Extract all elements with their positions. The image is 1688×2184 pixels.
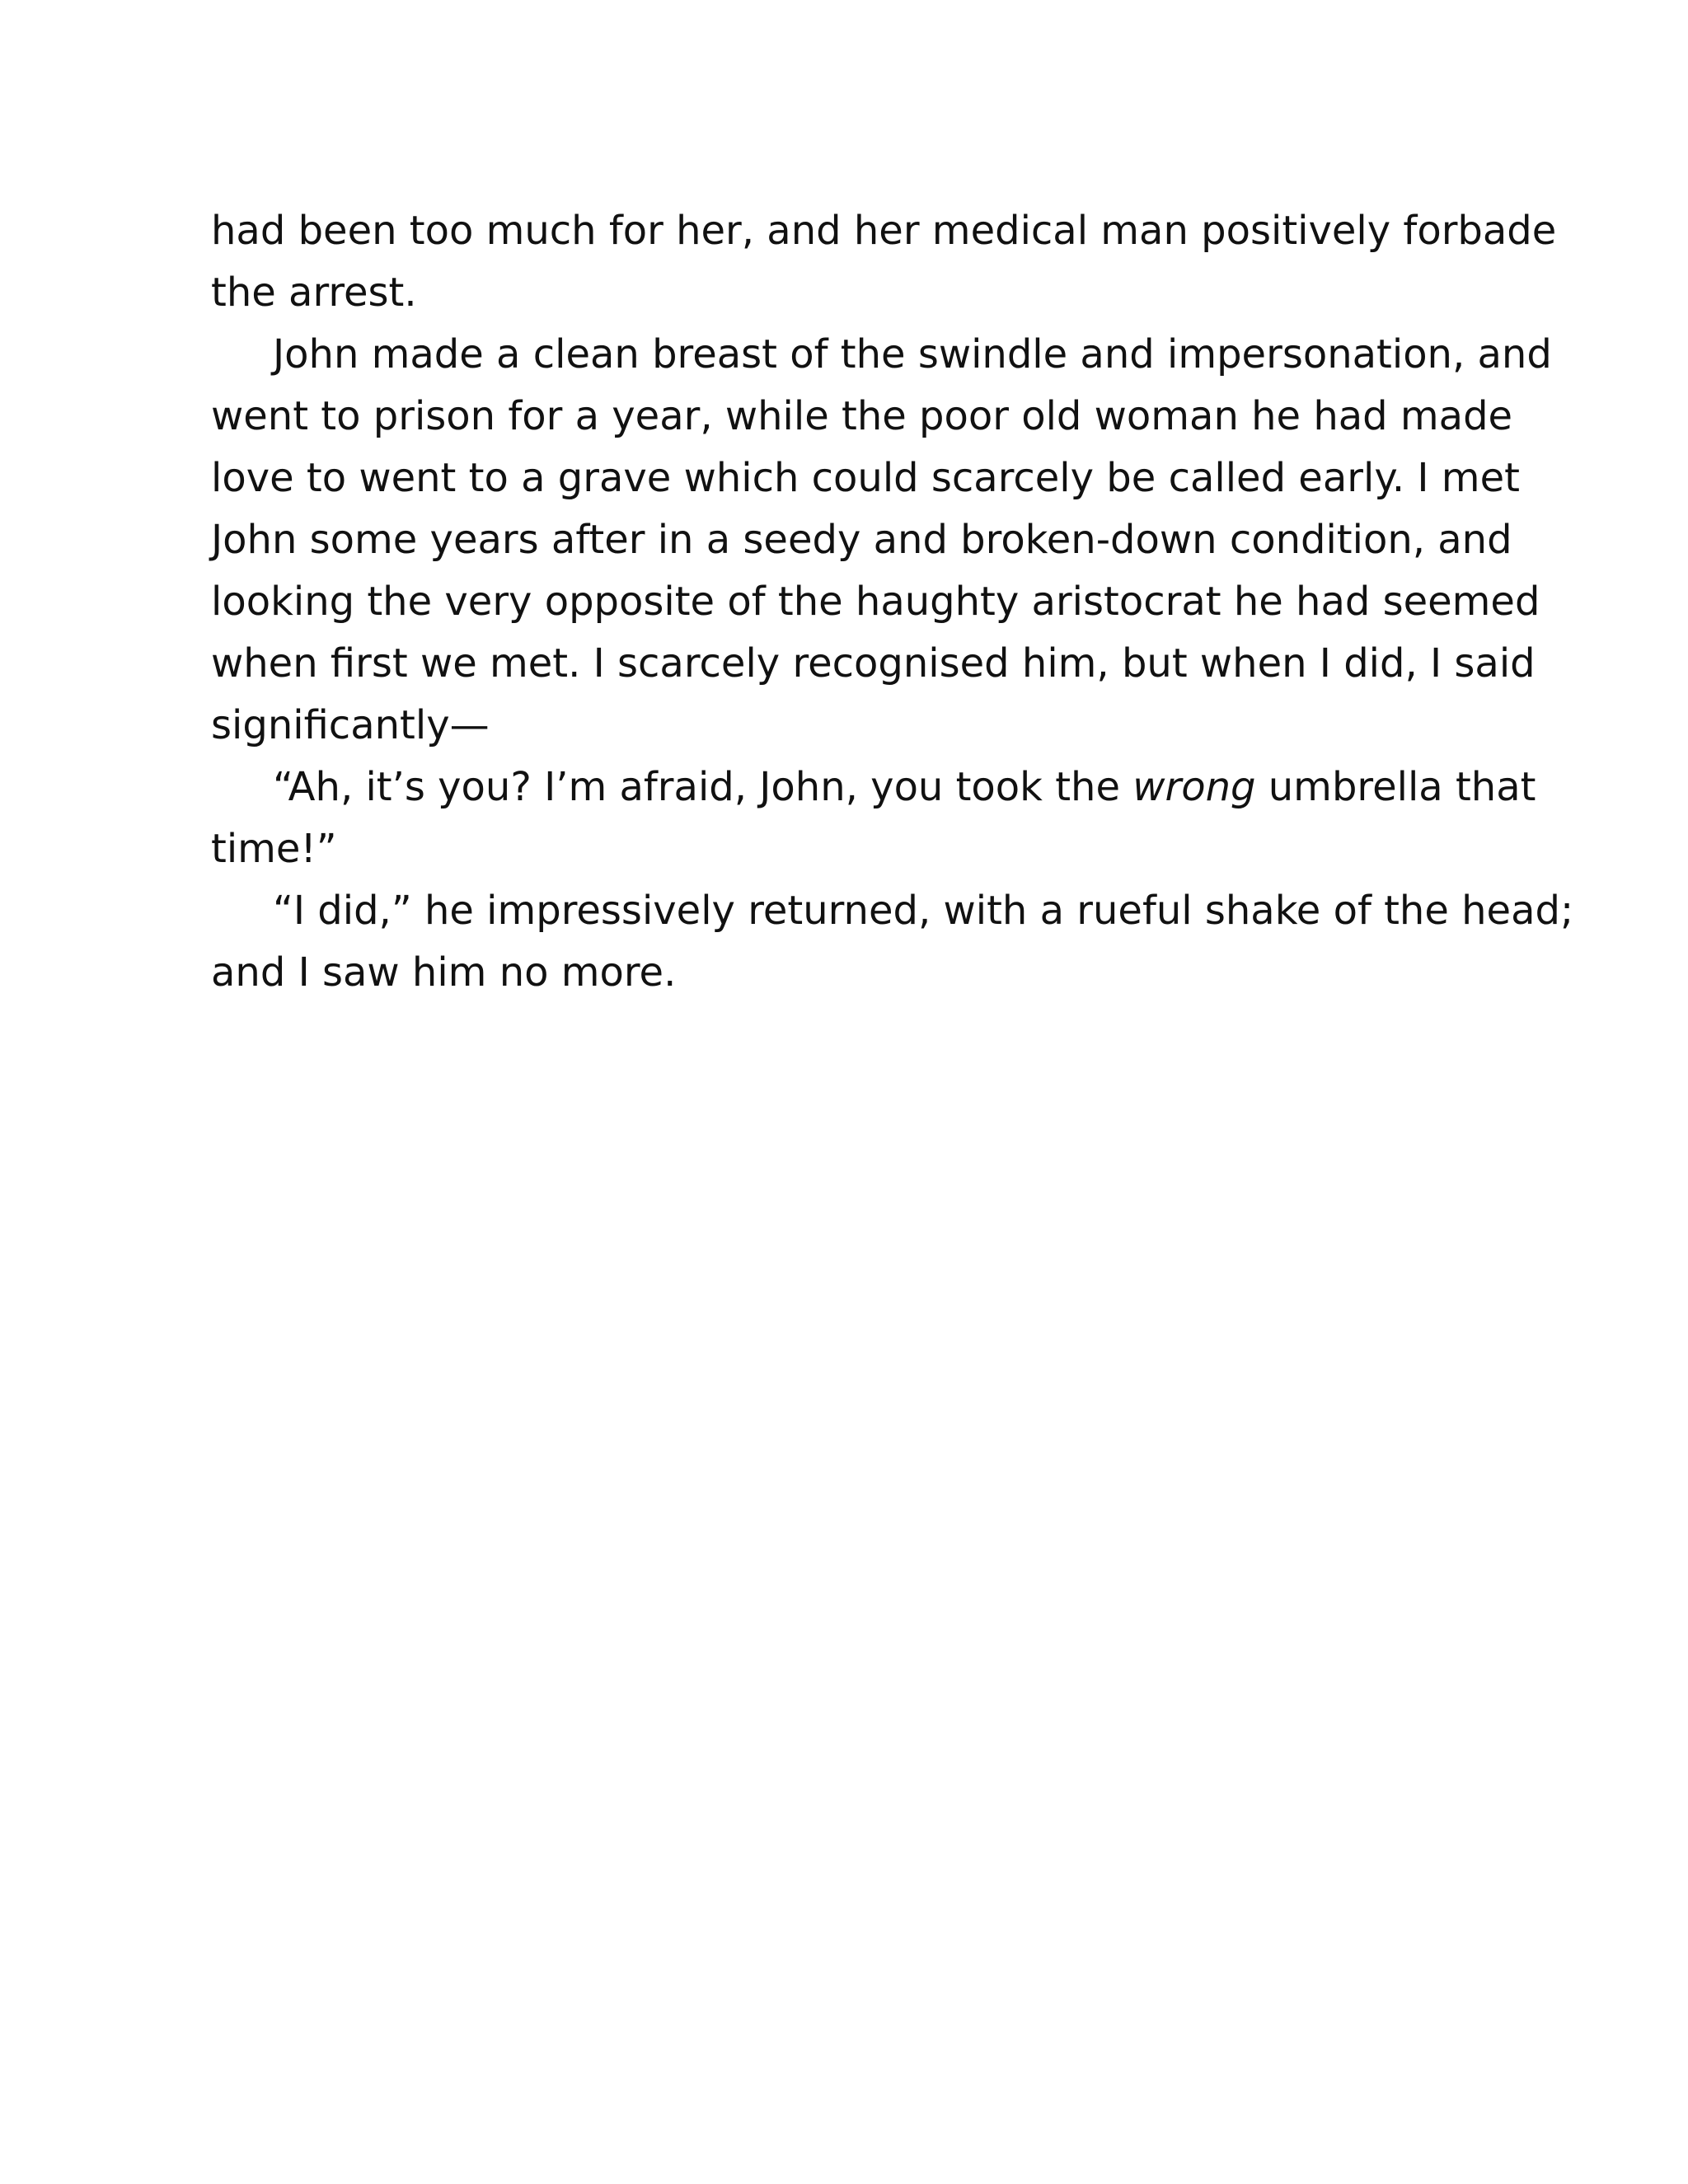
text-line: and I saw him no more. <box>211 949 677 996</box>
paragraph-3 <box>211 757 1536 880</box>
text-line: John made a clean breast of the swindle and impersonation, and <box>273 331 1552 377</box>
text-line: time!” <box>211 826 337 872</box>
paragraph-4 <box>211 880 1574 1004</box>
text-line: “I did,” he impressively returned, with a rueful shake of the head; <box>273 888 1574 934</box>
text-line: when first we met. I scarcely recognised him, but when I did, I said <box>211 640 1536 687</box>
text-line: had been too much for her, and her medical man positively forbade <box>211 208 1557 254</box>
text-run: “Ah, it’s you? I’m afraid, John, you took the <box>273 764 1133 810</box>
text-run: umbrella that <box>1255 764 1536 810</box>
paragraph-1 <box>211 200 1557 324</box>
text-line: significantly— <box>211 702 490 748</box>
body-text <box>211 200 1574 1004</box>
paragraph-2 <box>211 324 1552 757</box>
emphasis-text: wrong <box>1132 764 1256 810</box>
text-line: looking the very opposite of the haughty aristocrat he had seemed <box>211 579 1540 625</box>
text-line: love to went to a grave which could scarcely be called early. I met <box>211 455 1520 501</box>
text-line <box>211 757 1536 818</box>
text-line: John some years after in a seedy and broken-down condition, and <box>211 517 1512 563</box>
text-line: the arrest. <box>211 269 417 316</box>
text-line: went to prison for a year, while the poor old woman he had made <box>211 393 1513 439</box>
